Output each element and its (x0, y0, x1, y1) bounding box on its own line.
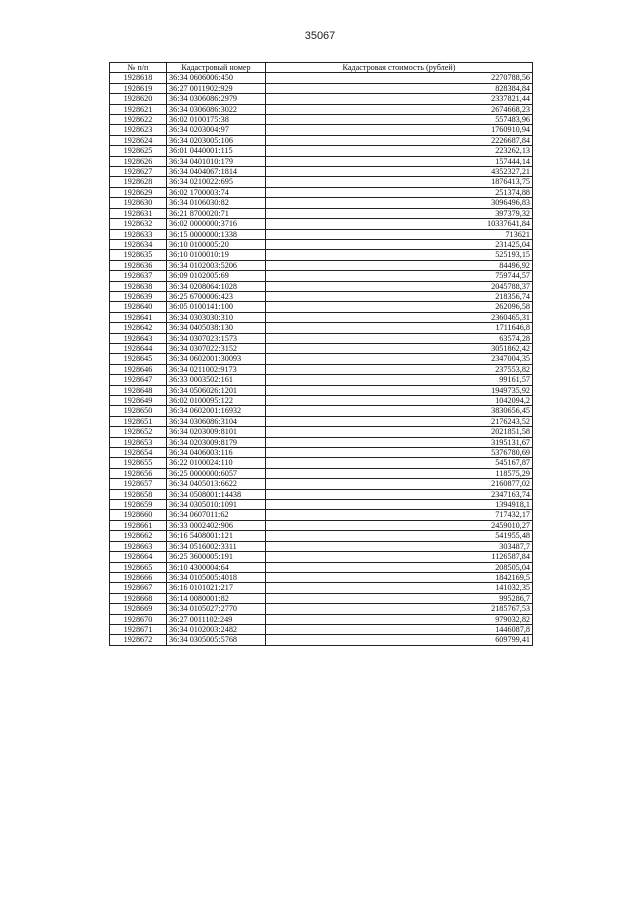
table-body (110, 73, 533, 645)
row-number-cell: 1928626 (110, 156, 167, 166)
table-row (110, 177, 533, 187)
row-number-cell: 1928671 (110, 624, 167, 634)
table-row (110, 531, 533, 541)
cadastral-number-cell: 36:16 0101021:217 (167, 583, 266, 593)
cadastral-value-cell: 303487,7 (266, 541, 533, 551)
cadastral-number-cell: 36:25 6700006:423 (167, 291, 266, 301)
cadastral-value-cell: 2360465,31 (266, 312, 533, 322)
table-row (110, 468, 533, 478)
row-number-cell: 1928620 (110, 94, 167, 104)
cadastral-number-cell: 36:34 0203009:8179 (167, 437, 266, 447)
table-row (110, 624, 533, 634)
row-number-cell: 1928634 (110, 239, 167, 249)
table-row (110, 343, 533, 353)
cadastral-value-cell: 1126587,84 (266, 552, 533, 562)
cadastral-value-cell: 2337821,44 (266, 94, 533, 104)
cadastral-number-cell: 36:34 0102003:2482 (167, 624, 266, 634)
table-row (110, 312, 533, 322)
cadastral-number-cell: 36:05 0100141:100 (167, 302, 266, 312)
table-row (110, 552, 533, 562)
cadastral-value-cell: 1446087,8 (266, 624, 533, 634)
cadastral-number-cell: 36:34 0208064:1028 (167, 281, 266, 291)
row-number-cell: 1928669 (110, 604, 167, 614)
table-row (110, 167, 533, 177)
row-number-cell: 1928633 (110, 229, 167, 239)
table-row (110, 250, 533, 260)
table-row (110, 187, 533, 197)
cadastral-number-cell: 36:01 0440001:115 (167, 146, 266, 156)
cadastral-number-cell: 36:27 0011902:929 (167, 83, 266, 93)
cadastral-value-cell: 2459010,27 (266, 520, 533, 530)
cadastral-value-cell: 3051862,42 (266, 343, 533, 353)
cadastral-number-cell: 36:33 0003502:161 (167, 375, 266, 385)
cadastral-value-cell: 759744,57 (266, 271, 533, 281)
cadastral-number-cell: 36:34 0607011:62 (167, 510, 266, 520)
cadastral-number-cell: 36:14 0080001:82 (167, 593, 266, 603)
table-row (110, 135, 533, 145)
table-row (110, 323, 533, 333)
cadastral-number-cell: 36:34 0203009:8101 (167, 427, 266, 437)
cadastral-number-cell: 36:34 0210022:695 (167, 177, 266, 187)
cadastral-number-cell: 36:25 0000000:6057 (167, 468, 266, 478)
cadastral-number-cell: 36:34 0506026:1201 (167, 385, 266, 395)
table-row (110, 302, 533, 312)
row-number-cell: 1928662 (110, 531, 167, 541)
table-row (110, 500, 533, 510)
row-number-cell: 1928624 (110, 135, 167, 145)
table-row (110, 73, 533, 83)
row-number-cell: 1928657 (110, 479, 167, 489)
table-row (110, 458, 533, 468)
cadastral-value-cell: 2347004,35 (266, 354, 533, 364)
cadastral-number-cell: 36:34 0606006:450 (167, 73, 266, 83)
table-row (110, 156, 533, 166)
table-row (110, 520, 533, 530)
row-number-cell: 1928659 (110, 500, 167, 510)
header-cadastral-number: Кадастровый номер (167, 63, 266, 73)
row-number-cell: 1928631 (110, 208, 167, 218)
row-number-cell: 1928670 (110, 614, 167, 624)
table-row (110, 333, 533, 343)
cadastral-value-cell: 1876413,75 (266, 177, 533, 187)
cadastral-value-cell: 157444,14 (266, 156, 533, 166)
table-row (110, 593, 533, 603)
table-row (110, 375, 533, 385)
cadastral-number-cell: 36:09 0102005:69 (167, 271, 266, 281)
row-number-cell: 1928627 (110, 167, 167, 177)
row-number-cell: 1928667 (110, 583, 167, 593)
cadastral-value-cell: 223262,13 (266, 146, 533, 156)
cadastral-number-cell: 36:34 0105027:2770 (167, 604, 266, 614)
row-number-cell: 1928668 (110, 593, 167, 603)
cadastral-value-cell: 141032,35 (266, 583, 533, 593)
row-number-cell: 1928652 (110, 427, 167, 437)
cadastral-number-cell: 36:34 0106030:82 (167, 198, 266, 208)
cadastral-value-cell: 541955,48 (266, 531, 533, 541)
table-row (110, 229, 533, 239)
cadastral-number-cell: 36:34 0508001:14438 (167, 489, 266, 499)
row-number-cell: 1928648 (110, 385, 167, 395)
table-row (110, 364, 533, 374)
cadastral-number-cell: 36:02 0100175:38 (167, 115, 266, 125)
table-row (110, 427, 533, 437)
row-number-cell: 1928632 (110, 219, 167, 229)
table-row (110, 94, 533, 104)
table-row (110, 260, 533, 270)
cadastral-number-cell: 36:02 0000000:3716 (167, 219, 266, 229)
row-number-cell: 1928640 (110, 302, 167, 312)
row-number-cell: 1928655 (110, 458, 167, 468)
cadastral-number-cell: 36:10 0100010:19 (167, 250, 266, 260)
cadastral-value-cell: 525193,15 (266, 250, 533, 260)
cadastral-value-cell: 5376780,69 (266, 448, 533, 458)
cadastral-number-cell: 36:34 0307023:1573 (167, 333, 266, 343)
cadastral-value-cell: 1394918,1 (266, 500, 533, 510)
table-row (110, 406, 533, 416)
cadastral-value-cell: 251374,88 (266, 187, 533, 197)
row-number-cell: 1928635 (110, 250, 167, 260)
cadastral-number-cell: 36:34 0602001:30093 (167, 354, 266, 364)
cadastral-number-cell: 36:34 0405038:130 (167, 323, 266, 333)
cadastral-number-cell: 36:34 0401010:179 (167, 156, 266, 166)
cadastral-number-cell: 36:34 0307022:3152 (167, 343, 266, 353)
row-number-cell: 1928653 (110, 437, 167, 447)
cadastral-number-cell: 36:10 0100005:20 (167, 239, 266, 249)
cadastral-number-cell: 36:16 5408001:121 (167, 531, 266, 541)
row-number-cell: 1928637 (110, 271, 167, 281)
cadastral-value-cell: 717432,17 (266, 510, 533, 520)
row-number-cell: 1928636 (110, 260, 167, 270)
cadastral-value-cell: 828384,84 (266, 83, 533, 93)
row-number-cell: 1928661 (110, 520, 167, 530)
cadastral-number-cell: 36:34 0105005:4018 (167, 572, 266, 582)
row-number-cell: 1928641 (110, 312, 167, 322)
cadastral-value-cell: 3096496,83 (266, 198, 533, 208)
cadastral-number-cell: 36:34 0203004:97 (167, 125, 266, 135)
table-row (110, 489, 533, 499)
table-row (110, 583, 533, 593)
cadastral-value-cell: 713621 (266, 229, 533, 239)
cadastral-value-cell: 118575,29 (266, 468, 533, 478)
cadastral-value-cell: 979032,82 (266, 614, 533, 624)
cadastral-value-cell: 2226687,84 (266, 135, 533, 145)
cadastral-value-cell: 1711646,8 (266, 323, 533, 333)
row-number-cell: 1928644 (110, 343, 167, 353)
table-row (110, 572, 533, 582)
cadastral-value-cell: 208505,04 (266, 562, 533, 572)
cadastral-number-cell: 36:22 0100024:110 (167, 458, 266, 468)
cadastral-number-cell: 36:34 0211002:9173 (167, 364, 266, 374)
header-row-number: № п/п (110, 63, 167, 73)
table-row (110, 291, 533, 301)
table-row (110, 448, 533, 458)
table-header-row (110, 63, 533, 73)
cadastral-value-cell: 1842169,5 (266, 572, 533, 582)
row-number-cell: 1928638 (110, 281, 167, 291)
cadastral-number-cell: 36:34 0516002:3311 (167, 541, 266, 551)
row-number-cell: 1928651 (110, 416, 167, 426)
cadastral-value-cell: 3195131,67 (266, 437, 533, 447)
cadastral-value-cell: 218356,74 (266, 291, 533, 301)
row-number-cell: 1928665 (110, 562, 167, 572)
table-row (110, 198, 533, 208)
row-number-cell: 1928618 (110, 73, 167, 83)
cadastral-value-cell: 1949735,92 (266, 385, 533, 395)
cadastral-value-table (109, 62, 533, 646)
header-cadastral-value: Кадастровая стоимость (рублей) (266, 63, 533, 73)
cadastral-value-cell: 557483,96 (266, 115, 533, 125)
cadastral-number-cell: 36:34 0303030:310 (167, 312, 266, 322)
table-row (110, 396, 533, 406)
table-row (110, 635, 533, 645)
cadastral-number-cell: 36:34 0102003:5206 (167, 260, 266, 270)
cadastral-number-cell: 36:34 0405013:6622 (167, 479, 266, 489)
row-number-cell: 1928663 (110, 541, 167, 551)
cadastral-value-cell: 99161,57 (266, 375, 533, 385)
cadastral-value-cell: 2185767,53 (266, 604, 533, 614)
table-row (110, 125, 533, 135)
table-row (110, 541, 533, 551)
table-row (110, 281, 533, 291)
cadastral-value-cell: 2674668,23 (266, 104, 533, 114)
table-row (110, 416, 533, 426)
cadastral-number-cell: 36:15 0000000:1338 (167, 229, 266, 239)
cadastral-number-cell: 36:33 0002402:906 (167, 520, 266, 530)
table-row (110, 83, 533, 93)
cadastral-number-cell: 36:27 0011102:249 (167, 614, 266, 624)
table-row (110, 115, 533, 125)
cadastral-number-cell: 36:21 8700020:71 (167, 208, 266, 218)
cadastral-value-cell: 231425,04 (266, 239, 533, 249)
row-number-cell: 1928645 (110, 354, 167, 364)
cadastral-value-cell: 609799,41 (266, 635, 533, 645)
page-number: 35067 (304, 30, 336, 42)
cadastral-value-cell: 2270788,56 (266, 73, 533, 83)
row-number-cell: 1928625 (110, 146, 167, 156)
cadastral-number-cell: 36:34 0306086:2979 (167, 94, 266, 104)
row-number-cell: 1928619 (110, 83, 167, 93)
cadastral-number-cell: 36:34 0306086:3022 (167, 104, 266, 114)
table-row (110, 479, 533, 489)
cadastral-number-cell: 36:02 1700003:74 (167, 187, 266, 197)
row-number-cell: 1928647 (110, 375, 167, 385)
table-row (110, 510, 533, 520)
row-number-cell: 1928654 (110, 448, 167, 458)
row-number-cell: 1928646 (110, 364, 167, 374)
cadastral-number-cell: 36:34 0602001:16932 (167, 406, 266, 416)
row-number-cell: 1928621 (110, 104, 167, 114)
row-number-cell: 1928672 (110, 635, 167, 645)
cadastral-number-cell: 36:02 0100095:122 (167, 396, 266, 406)
row-number-cell: 1928623 (110, 125, 167, 135)
row-number-cell: 1928629 (110, 187, 167, 197)
row-number-cell: 1928656 (110, 468, 167, 478)
table-row (110, 437, 533, 447)
cadastral-value-cell: 10337641,84 (266, 219, 533, 229)
row-number-cell: 1928642 (110, 323, 167, 333)
cadastral-number-cell: 36:34 0305005:5768 (167, 635, 266, 645)
row-number-cell: 1928639 (110, 291, 167, 301)
cadastral-value-cell: 2045788,37 (266, 281, 533, 291)
table-row (110, 146, 533, 156)
cadastral-value-cell: 63574,28 (266, 333, 533, 343)
row-number-cell: 1928664 (110, 552, 167, 562)
cadastral-number-cell: 36:34 0404067:1814 (167, 167, 266, 177)
row-number-cell: 1928650 (110, 406, 167, 416)
cadastral-value-cell: 1760910,94 (266, 125, 533, 135)
table-row (110, 104, 533, 114)
cadastral-number-cell: 36:34 0406003:116 (167, 448, 266, 458)
table-row (110, 562, 533, 572)
table-row (110, 208, 533, 218)
cadastral-value-cell: 2176243,52 (266, 416, 533, 426)
cadastral-value-cell: 2021851,58 (266, 427, 533, 437)
row-number-cell: 1928630 (110, 198, 167, 208)
cadastral-value-cell: 237553,82 (266, 364, 533, 374)
row-number-cell: 1928660 (110, 510, 167, 520)
row-number-cell: 1928666 (110, 572, 167, 582)
cadastral-number-cell: 36:34 0305010:1091 (167, 500, 266, 510)
cadastral-value-cell: 262096,58 (266, 302, 533, 312)
table-row (110, 614, 533, 624)
cadastral-number-cell: 36:34 0203005:106 (167, 135, 266, 145)
cadastral-value-cell: 4352327,21 (266, 167, 533, 177)
row-number-cell: 1928658 (110, 489, 167, 499)
cadastral-number-cell: 36:34 0306086:3104 (167, 416, 266, 426)
row-number-cell: 1928628 (110, 177, 167, 187)
cadastral-value-cell: 545167,87 (266, 458, 533, 468)
table-row (110, 271, 533, 281)
cadastral-value-cell: 84496,92 (266, 260, 533, 270)
cadastral-value-cell: 995286,7 (266, 593, 533, 603)
cadastral-value-cell: 3830656,45 (266, 406, 533, 416)
row-number-cell: 1928643 (110, 333, 167, 343)
cadastral-number-cell: 36:25 3600005:191 (167, 552, 266, 562)
table-row (110, 604, 533, 614)
cadastral-value-cell: 2160877,02 (266, 479, 533, 489)
row-number-cell: 1928622 (110, 115, 167, 125)
table-row (110, 239, 533, 249)
table-row (110, 385, 533, 395)
cadastral-value-cell: 2347163,74 (266, 489, 533, 499)
table-row (110, 219, 533, 229)
cadastral-number-cell: 36:10 4300004:64 (167, 562, 266, 572)
cadastral-value-cell: 1042094,2 (266, 396, 533, 406)
cadastral-value-cell: 397379,32 (266, 208, 533, 218)
table-row (110, 354, 533, 364)
row-number-cell: 1928649 (110, 396, 167, 406)
